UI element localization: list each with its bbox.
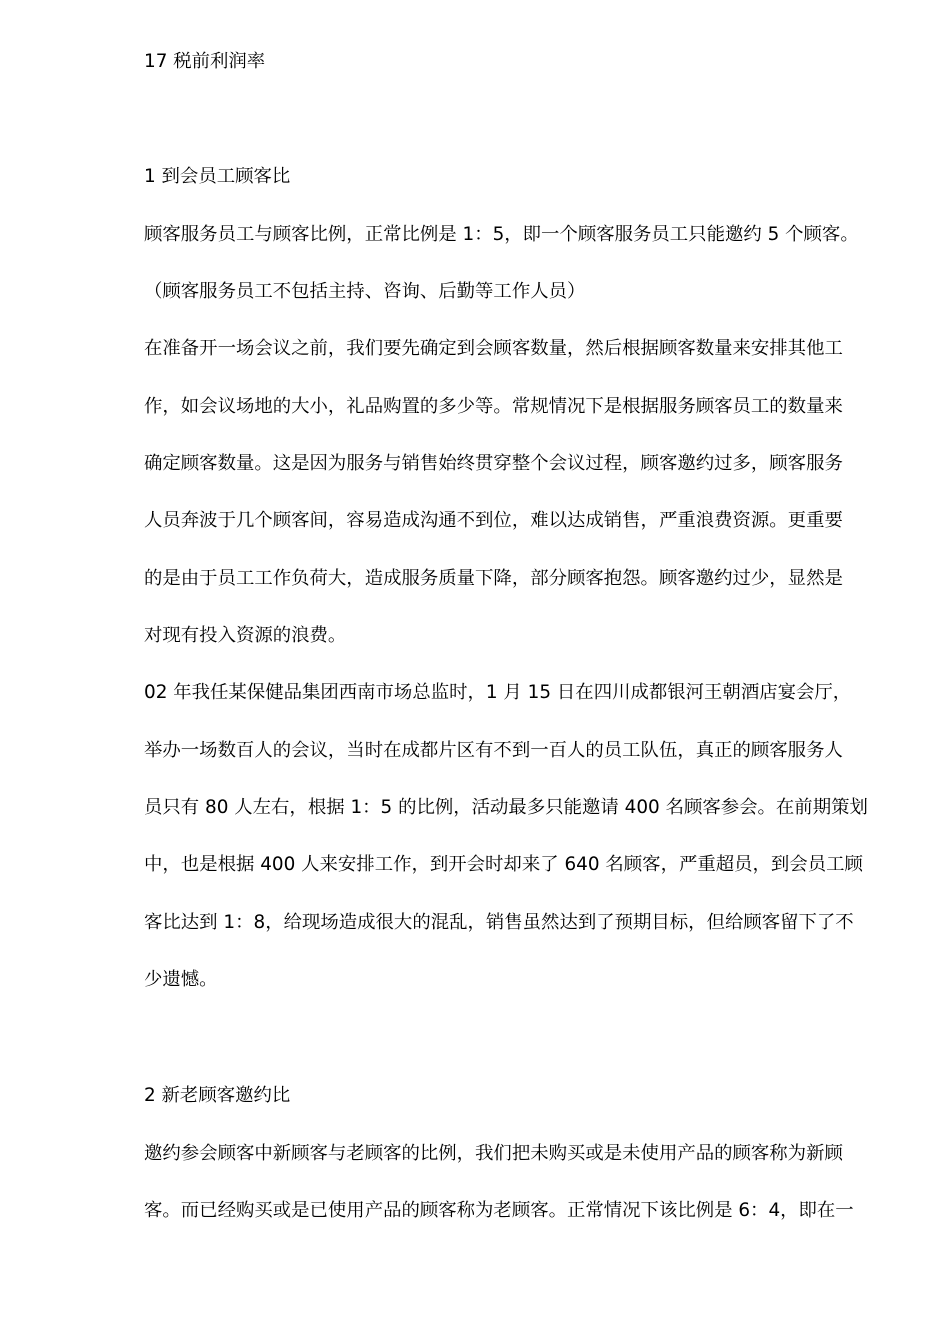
paragraph-line: 举办一场数百人的会议，当时在成都片区有不到一百人的员工队伍，真正的顾客服务人 xyxy=(144,740,843,761)
section-1-heading: 1 到会员工顾客比 xyxy=(144,166,291,187)
paragraph-line: 邀约参会顾客中新顾客与老顾客的比例，我们把未购买或是未使用产品的顾客称为新顾 xyxy=(144,1143,843,1164)
heading-17: 17 税前利润率 xyxy=(144,51,266,72)
section-2-heading: 2 新老顾客邀约比 xyxy=(144,1085,291,1106)
paragraph-line: 客。而已经购买或是已使用产品的顾客称为老顾客。正常情况下该比例是 6：4，即在一 xyxy=(144,1200,854,1221)
paragraph-line: 作，如会议场地的大小，礼品购置的多少等。常规情况下是根据服务顾客员工的数量来 xyxy=(144,396,843,417)
paragraph-line: 少遗憾。 xyxy=(144,969,218,990)
paragraph-line: 在准备开一场会议之前，我们要先确定到会顾客数量，然后根据顾客数量来安排其他工 xyxy=(144,338,843,359)
paragraph-line: （顾客服务员工不包括主持、咨询、后勤等工作人员） xyxy=(144,281,586,302)
paragraph-line: 的是由于员工工作负荷大，造成服务质量下降，部分顾客抱怨。顾客邀约过少，显然是 xyxy=(144,568,843,589)
paragraph-line: 客比达到 1：8，给现场造成很大的混乱，销售虽然达到了预期目标，但给顾客留下了不 xyxy=(144,912,854,933)
paragraph-line: 确定顾客数量。这是因为服务与销售始终贯穿整个会议过程，顾客邀约过多，顾客服务 xyxy=(144,453,843,474)
paragraph-line: 中，也是根据 400 人来安排工作，到开会时却来了 640 名顾客，严重超员，到会员工顾 xyxy=(144,854,863,875)
paragraph-line: 人员奔波于几个顾客间，容易造成沟通不到位，难以达成销售，严重浪费资源。更重要 xyxy=(144,510,843,531)
paragraph-line: 员只有 80 人左右，根据 1：5 的比例，活动最多只能邀请 400 名顾客参会。在前期策划 xyxy=(144,797,868,818)
paragraph-line: 对现有投入资源的浪费。 xyxy=(144,625,347,646)
paragraph-line: 02 年我任某保健品集团西南市场总监时，1 月 15 日在四川成都银河王朝酒店宴会厅， xyxy=(144,682,852,703)
paragraph-line: 顾客服务员工与顾客比例，正常比例是 1：5，即一个顾客服务员工只能邀约 5 个顾客。 xyxy=(144,224,859,245)
